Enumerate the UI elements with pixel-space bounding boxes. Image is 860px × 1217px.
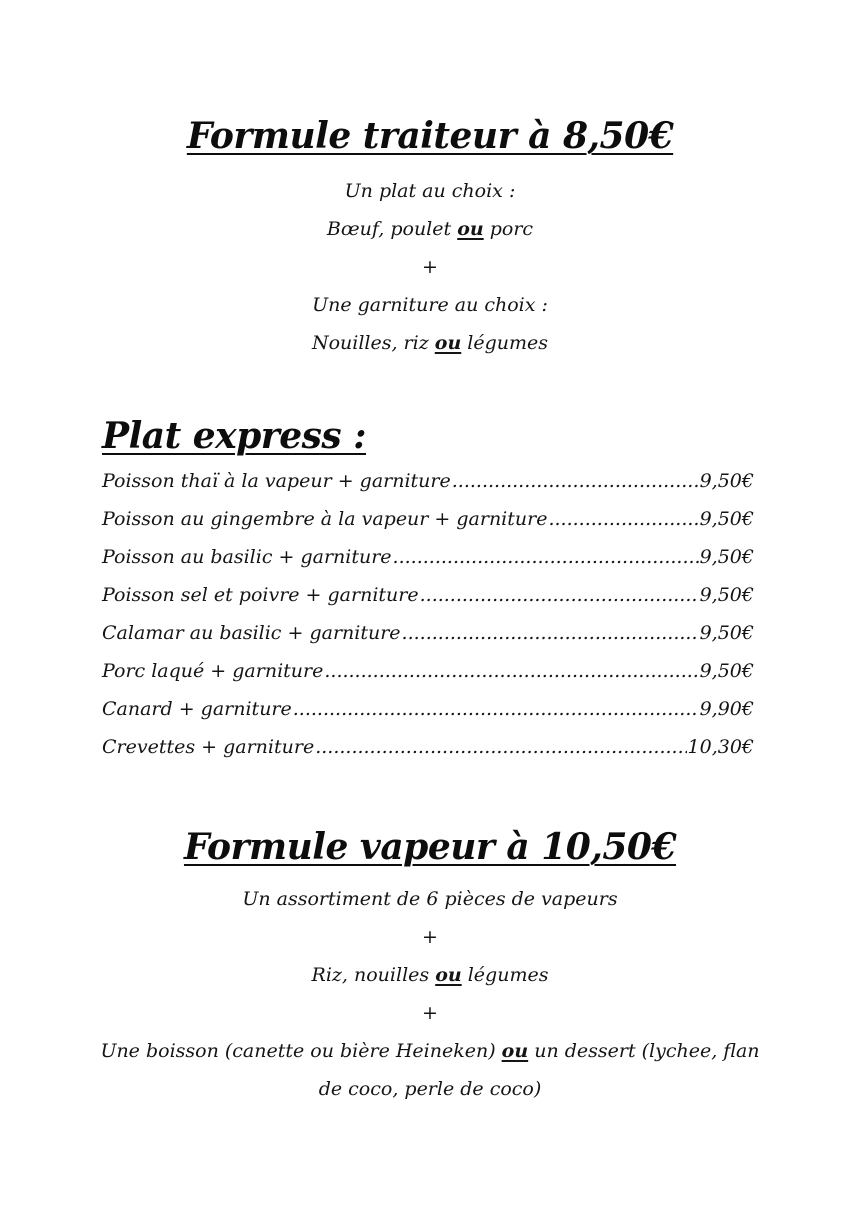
- formule-vapeur-line-2: [40, 956, 820, 994]
- formule-vapeur-line-3-or: ou: [501, 1040, 529, 1062]
- menu-item-price: 9,50€: [699, 660, 754, 682]
- menu-item-name: Poisson thaï à la vapeur + garniture: [102, 470, 451, 492]
- formule-vapeur-line-2-a: Riz, nouilles: [311, 964, 436, 986]
- menu-item-price: 9,50€: [699, 584, 754, 606]
- menu-item-price: 9,50€: [699, 546, 754, 568]
- formule-traiteur-line-4: [0, 324, 860, 362]
- formule-vapeur-line-2-b: légumes: [461, 964, 549, 986]
- dot-leader: [452, 470, 699, 492]
- formule-traiteur-line-2: [0, 210, 860, 248]
- formule-traiteur-line-3: Une garniture au choix :: [312, 294, 548, 316]
- menu-item-name: Crevettes + garniture: [102, 736, 315, 758]
- formule-traiteur-line-2-b: porc: [483, 218, 534, 240]
- menu-item: [102, 736, 754, 774]
- formule-vapeur-line-3: [40, 1032, 820, 1070]
- plat-express-list: [102, 470, 754, 774]
- formule-traiteur-line-4-b: légumes: [461, 332, 549, 354]
- formule-traiteur-header: [0, 114, 860, 158]
- formule-vapeur-body: [40, 880, 820, 1108]
- formule-traiteur-body: [0, 172, 860, 362]
- menu-item-price: 9,90€: [699, 698, 754, 720]
- formule-vapeur-line-1: Un assortiment de 6 pièces de vapeurs: [242, 888, 618, 910]
- formule-vapeur-line-3-b: un dessert (lychee, flan: [528, 1040, 760, 1062]
- menu-item: [102, 660, 754, 698]
- menu-item-name: Poisson sel et poivre + garniture: [102, 584, 419, 606]
- formule-traiteur-line-4-or: ou: [434, 332, 462, 354]
- formule-vapeur-plus-1: +: [422, 926, 438, 948]
- formule-vapeur-plus-2: +: [422, 1002, 438, 1024]
- plat-express-header: [0, 414, 860, 458]
- menu-item-name: Poisson au basilic + garniture: [102, 546, 392, 568]
- dot-leader: [324, 660, 698, 682]
- plat-express-title: Plat express :: [102, 415, 367, 457]
- dot-leader: [548, 508, 698, 530]
- menu-item-name: Porc laqué + garniture: [102, 660, 324, 682]
- dot-leader: [402, 622, 699, 644]
- menu-item-name: Poisson au gingembre à la vapeur + garniture: [102, 508, 548, 530]
- dot-leader: [315, 736, 686, 758]
- formule-traiteur-line-1: Un plat au choix :: [344, 180, 516, 202]
- formule-traiteur-line-2-or: ou: [457, 218, 484, 240]
- menu-item: [102, 584, 754, 622]
- formule-traiteur-line-4-a: Nouilles, riz: [311, 332, 435, 354]
- menu-item: [102, 470, 754, 508]
- formule-vapeur-line-2-or: ou: [435, 964, 462, 986]
- formule-vapeur-header: [0, 825, 860, 869]
- dot-leader: [420, 584, 699, 606]
- menu-item-name: Canard + garniture: [102, 698, 292, 720]
- menu-item: [102, 698, 754, 736]
- menu-item: [102, 622, 754, 660]
- dot-leader: [393, 546, 699, 568]
- menu-item-price: 10,30€: [687, 736, 754, 758]
- menu-item-price: 9,50€: [699, 508, 754, 530]
- formule-traiteur-plus: +: [422, 256, 438, 278]
- formule-traiteur-title: Formule traiteur à 8,50€: [186, 115, 674, 157]
- dot-leader: [293, 698, 699, 720]
- menu-item: [102, 546, 754, 584]
- formule-vapeur-title: Formule vapeur à 10,50€: [183, 826, 677, 868]
- menu-item-price: 9,50€: [699, 470, 754, 492]
- formule-vapeur-line-4: de coco, perle de coco): [318, 1078, 542, 1100]
- formule-vapeur-line-3-a: Une boisson (canette ou bière Heineken): [100, 1040, 502, 1062]
- menu-item-price: 9,50€: [699, 622, 754, 644]
- menu-item: [102, 508, 754, 546]
- formule-traiteur-line-2-a: Bœuf, poulet: [326, 218, 458, 240]
- menu-item-name: Calamar au basilic + garniture: [102, 622, 401, 644]
